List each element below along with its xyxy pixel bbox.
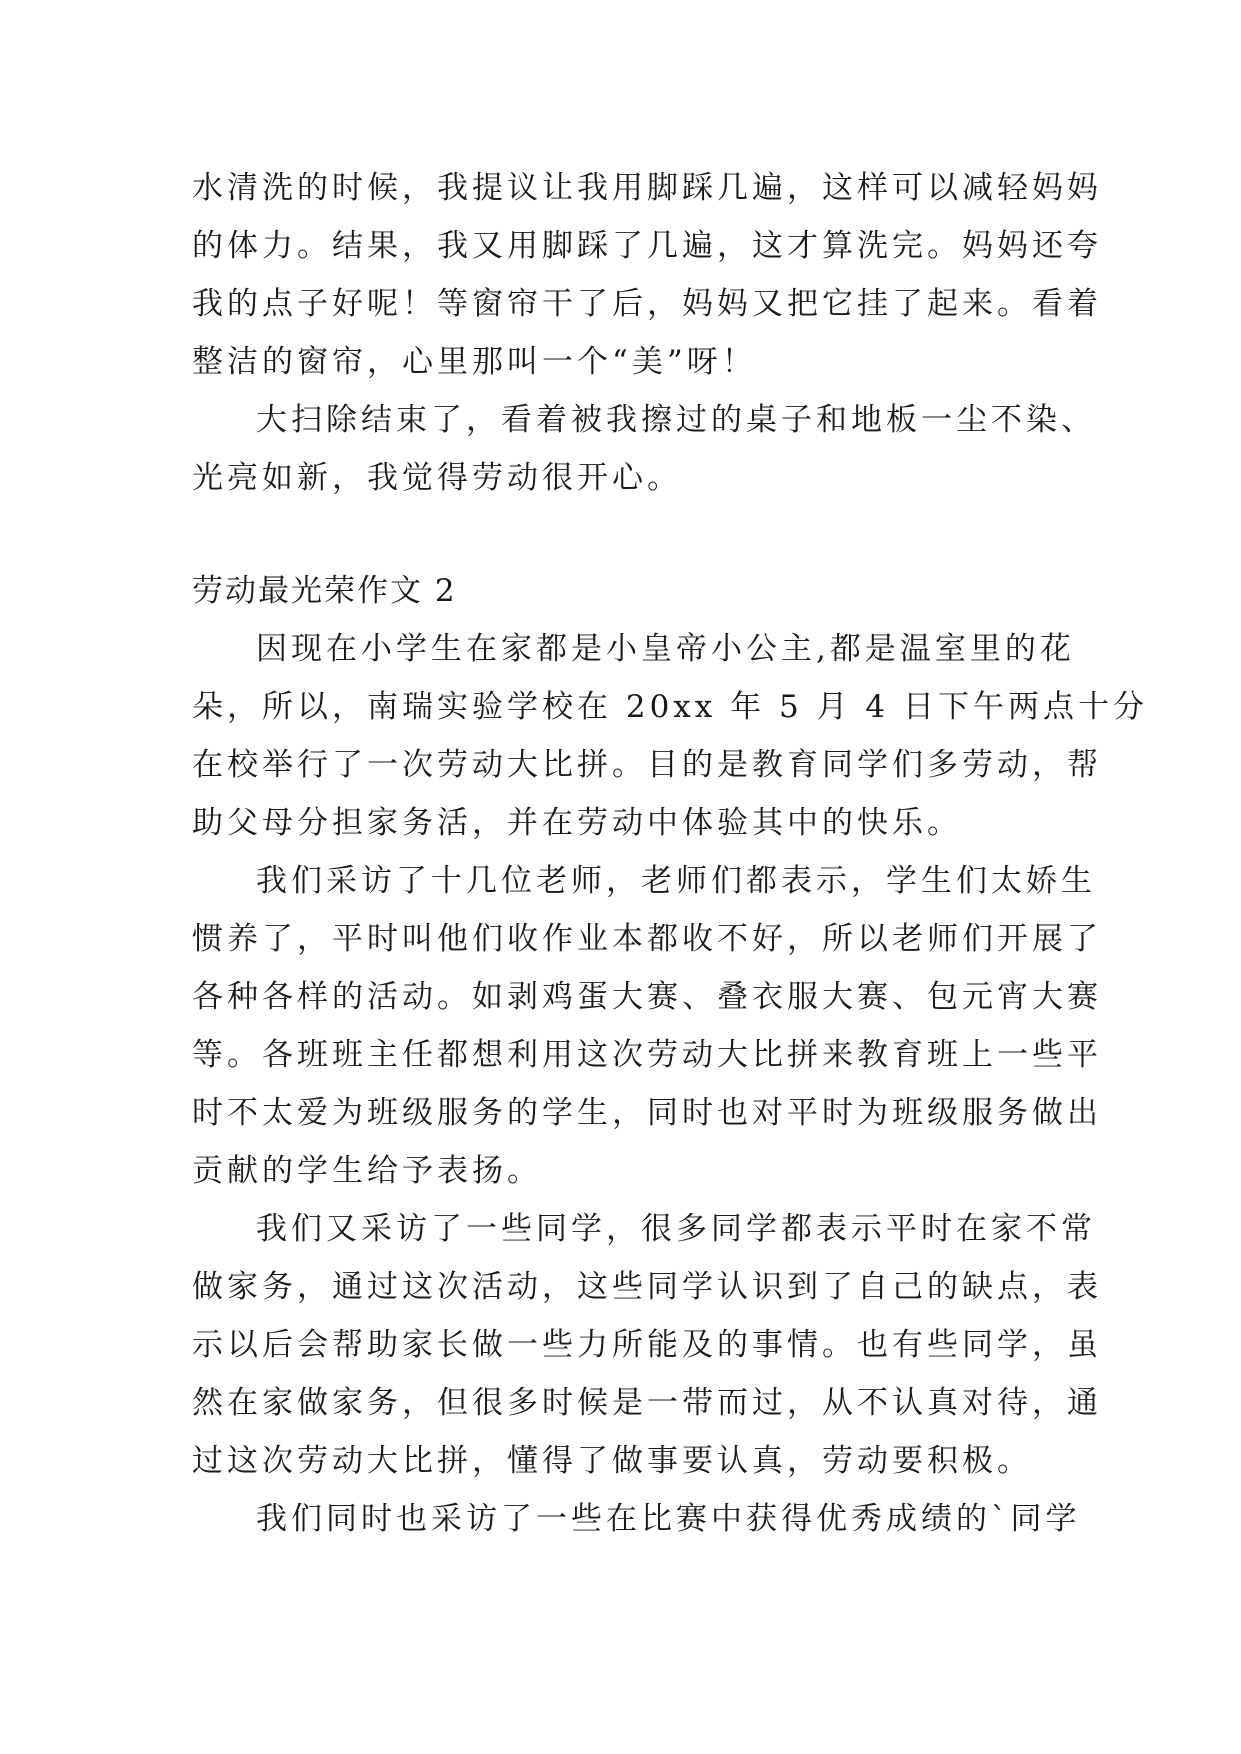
essay-title: 劳动最光荣作文 2	[192, 573, 457, 609]
text-line: 过这次劳动大比拼，懂得了做事要认真，劳动要积极。	[192, 1443, 1032, 1479]
text-line: 的体力。结果，我又用脚踩了几遍，这才算洗完。妈妈还夸	[192, 228, 1102, 264]
text-line: 光亮如新，我觉得劳动很开心。	[192, 460, 682, 496]
text-line: 贡献的学生给予表扬。	[192, 1153, 542, 1189]
paragraph-start-line: 我们同时也采访了一些在比赛中获得优秀成绩的`同学	[256, 1501, 1081, 1537]
text-line: 朵，所以，南瑞实验学校在 20xx 年 5 月 4 日下午两点十分	[192, 689, 1148, 725]
text-line: 我的点子好呢！等窗帘干了后，妈妈又把它挂了起来。看着	[192, 286, 1102, 322]
text-line: 等。各班班主任都想利用这次劳动大比拼来教育班上一些平	[192, 1037, 1102, 1073]
text-line: 助父母分担家务活，并在劳动中体验其中的快乐。	[192, 805, 962, 841]
paragraph-start-line: 因现在小学生在家都是小皇帝小公主,都是温室里的花	[256, 631, 1075, 667]
text-line: 惯养了，平时叫他们收作业本都收不好，所以老师们开展了	[192, 921, 1102, 957]
paragraph-start-line: 大扫除结束了，看着被我擦过的桌子和地板一尘不染、	[256, 402, 1096, 438]
text-line: 各种各样的活动。如剥鸡蛋大赛、叠衣服大赛、包元宵大赛	[192, 979, 1102, 1015]
text-line: 水清洗的时候，我提议让我用脚踩几遍，这样可以减轻妈妈	[192, 170, 1102, 206]
text-line: 做家务，通过这次活动，这些同学认识到了自己的缺点，表	[192, 1269, 1102, 1305]
paragraph-start-line: 我们采访了十几位老师，老师们都表示，学生们太娇生	[256, 863, 1096, 899]
text-line: 整洁的窗帘，心里那叫一个“美”呀！	[192, 344, 757, 380]
text-line: 时不太爱为班级服务的学生，同时也对平时为班级服务做出	[192, 1095, 1102, 1131]
text-line: 示以后会帮助家长做一些力所能及的事情。也有些同学，虽	[192, 1327, 1102, 1363]
text-line: 在校举行了一次劳动大比拼。目的是教育同学们多劳动，帮	[192, 747, 1102, 783]
paragraph-start-line: 我们又采访了一些同学，很多同学都表示平时在家不常	[256, 1211, 1096, 1247]
text-line: 然在家做家务，但很多时候是一带而过，从不认真对待，通	[192, 1385, 1102, 1421]
